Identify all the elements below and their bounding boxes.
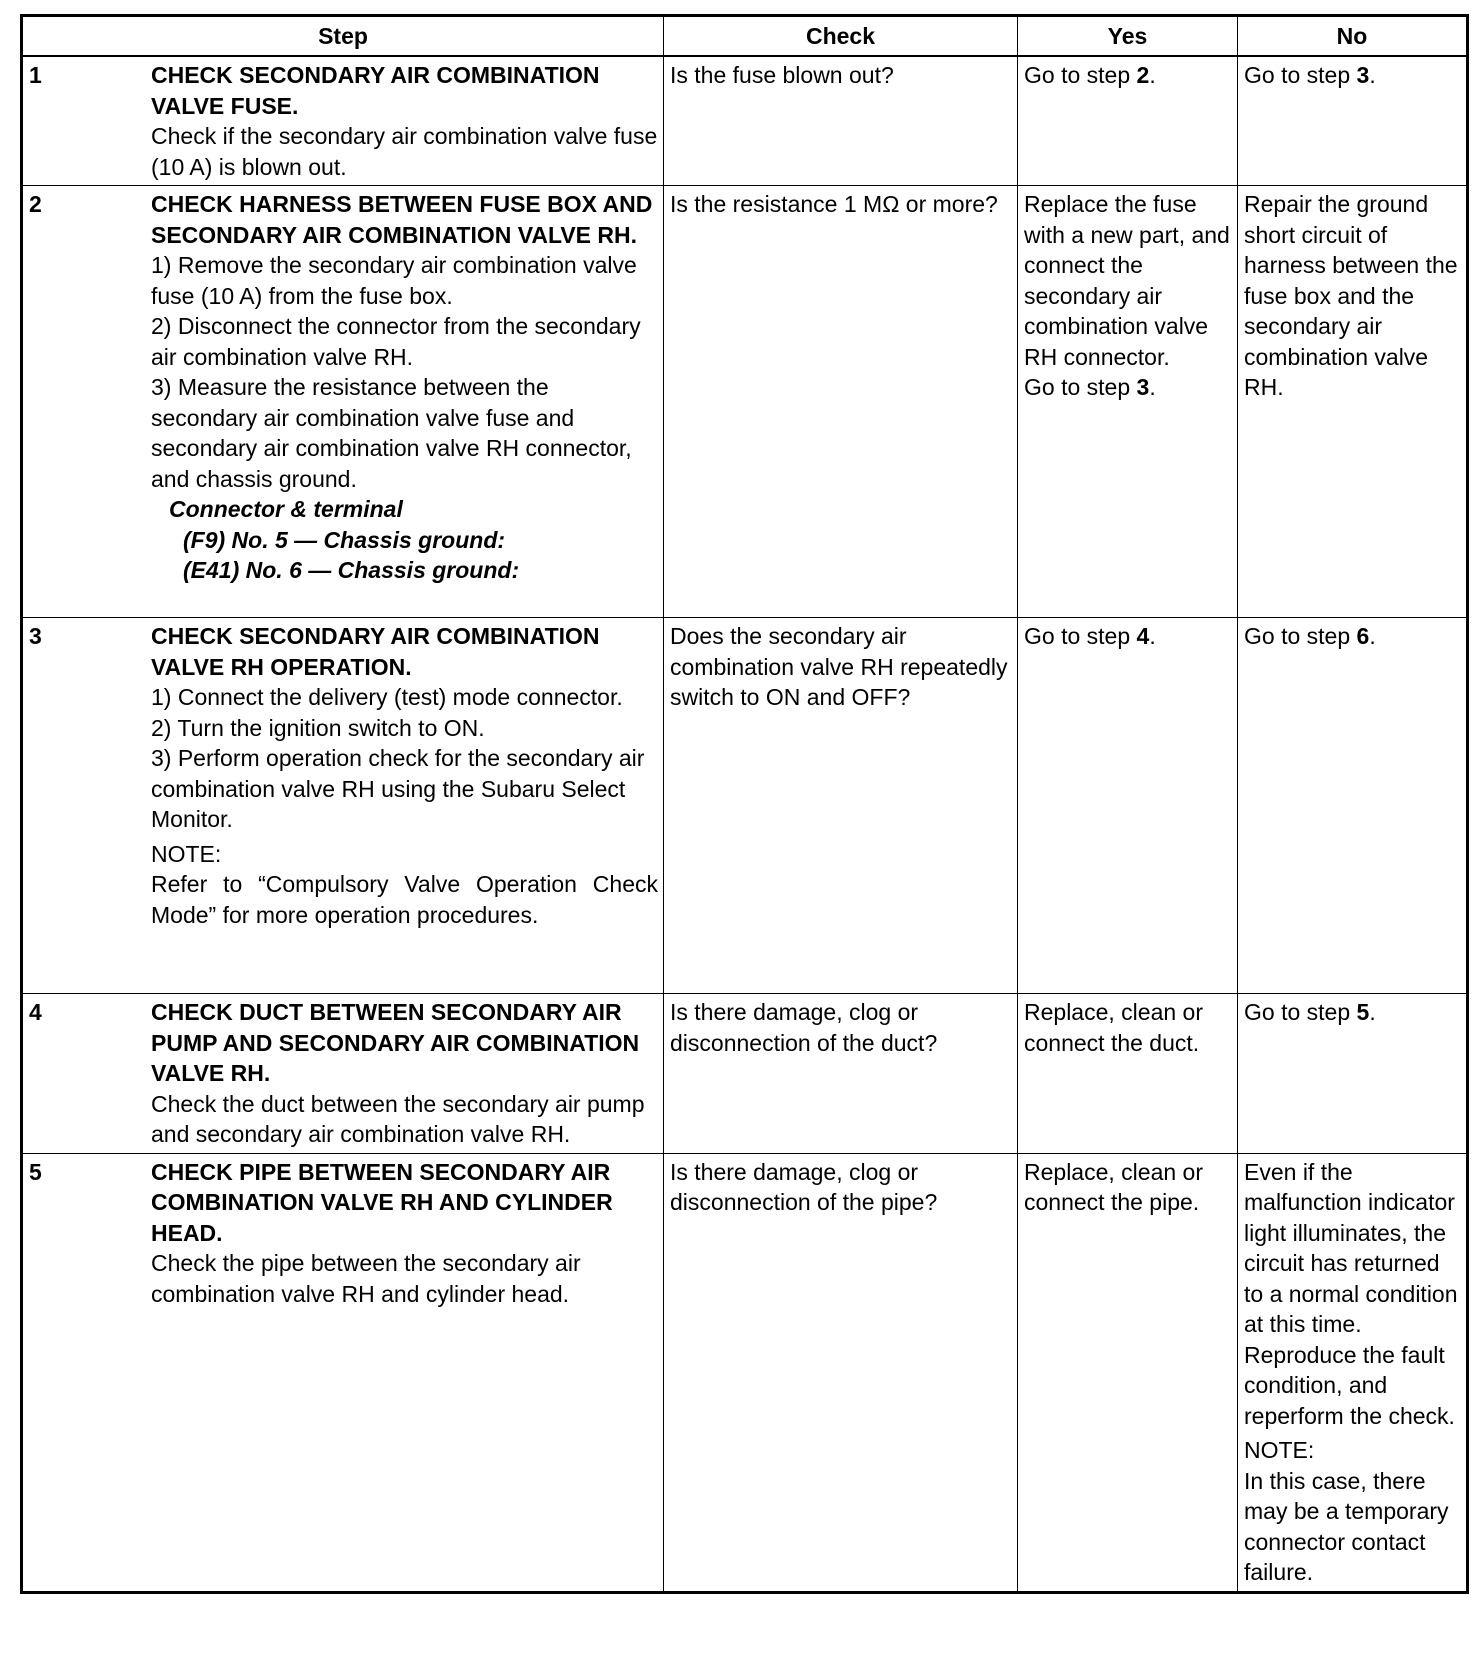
step-cell (22, 56, 664, 186)
step-cell (22, 186, 664, 618)
step-number: 3 (29, 623, 42, 649)
check-cell: Is the fuse blown out? (664, 56, 1018, 186)
no-cell: Go to step 3. (1238, 56, 1468, 186)
no-cell: Repair the ground short circuit of harness between the fuse box and the secondary air combination valve RH. (1238, 186, 1468, 618)
yes-cell: Replace the fuse with a new part, and connect the secondary air combination valve RH connector. Go to step 3. (1018, 186, 1238, 618)
step-number: 2 (29, 191, 42, 217)
note-text: Refer to “Compulsory Valve Operation Check Mode” for more operation procedures. (151, 871, 658, 928)
step-instruction: 3) Measure the resistance between the secondary air combination valve fuse and secondary air combination valve RH connector, and chassis ground. (151, 374, 632, 492)
connector-terminal-line: (F9) No. 5 — Chassis ground: (183, 526, 506, 553)
check-cell: Is there damage, clog or disconnection of the duct? (664, 994, 1018, 1154)
step-instruction: 1) Remove the secondary air combination valve fuse (10 A) from the fuse box. (151, 252, 637, 309)
no-cell: Go to step 5. (1238, 994, 1468, 1154)
header-check: Check (664, 16, 1018, 57)
note-text: In this case, there may be a temporary connector contact failure. (1244, 1467, 1449, 1585)
table-row (22, 994, 1468, 1154)
step-cell (22, 994, 664, 1154)
no-cell: Go to step 6. (1238, 618, 1468, 994)
check-cell: Does the secondary air combination valve RH repeatedly switch to ON and OFF? (664, 618, 1018, 994)
yes-cell: Go to step 4. (1018, 618, 1238, 994)
yes-cell: Go to step 2. (1018, 56, 1238, 186)
step-heading: CHECK SECONDARY AIR COMBINATION VALVE FUSE. (151, 62, 600, 119)
step-instruction: 1) Connect the delivery (test) mode connector. (151, 684, 623, 710)
note-label: NOTE: (1244, 1437, 1315, 1463)
header-step: Step (22, 16, 664, 57)
connector-terminal-title: Connector & terminal (169, 496, 403, 522)
check-cell: Is the resistance 1 MΩ or more? (664, 186, 1018, 618)
step-heading: CHECK PIPE BETWEEN SECONDARY AIR COMBINATION VALVE RH AND CYLINDER HEAD. (151, 1158, 613, 1246)
step-number: 5 (29, 1158, 42, 1185)
connector-terminal-line: (E41) No. 6 — Chassis ground: (183, 557, 520, 583)
table-row (22, 186, 1468, 618)
diagnostic-table-container (20, 14, 1466, 1594)
step-instruction: 3) Perform operation check for the secondary air combination valve RH using the Subaru Select Monitor. (151, 745, 645, 832)
step-body: Check the pipe between the secondary air combination valve RH and cylinder head. (151, 1250, 581, 1307)
yes-cell: Replace, clean or connect the duct. (1018, 994, 1238, 1154)
no-cell: Even if the malfunction indicator light illuminates, the circuit has returned to a normal condition at this time. Reproduce the fault condition, and reperform the check. NOTE: In this case, there may be a temporary connector contact failure. (1238, 1153, 1468, 1592)
step-heading: CHECK DUCT BETWEEN SECONDARY AIR PUMP AND SECONDARY AIR COMBINATION VALVE RH. (151, 999, 640, 1086)
table-row (22, 1153, 1468, 1592)
check-cell: Is there damage, clog or disconnection of the pipe? (664, 1153, 1018, 1592)
header-no: No (1238, 16, 1468, 57)
table-row (22, 56, 1468, 186)
step-cell (22, 618, 664, 994)
step-cell (22, 1153, 664, 1592)
table-header-row (22, 16, 1468, 57)
table-row (22, 618, 1468, 994)
step-number: 1 (29, 62, 42, 88)
step-instruction: 2) Disconnect the connector from the secondary air combination valve RH. (151, 313, 641, 370)
step-instruction: 2) Turn the ignition switch to ON. (151, 714, 485, 741)
note-label: NOTE: (151, 840, 222, 867)
step-heading: CHECK SECONDARY AIR COMBINATION VALVE RH OPERATION. (151, 623, 600, 680)
step-heading: CHECK HARNESS BETWEEN FUSE BOX AND SECONDARY AIR COMBINATION VALVE RH. (151, 191, 653, 248)
diagnostic-procedure-table (20, 14, 1469, 1594)
step-body: Check if the secondary air combination valve fuse (10 A) is blown out. (151, 123, 658, 180)
yes-cell: Replace, clean or connect the pipe. (1018, 1153, 1238, 1592)
step-body: Check the duct between the secondary air pump and secondary air combination valve RH. (151, 1090, 645, 1147)
step-number: 4 (29, 999, 42, 1025)
header-yes: Yes (1018, 16, 1238, 57)
